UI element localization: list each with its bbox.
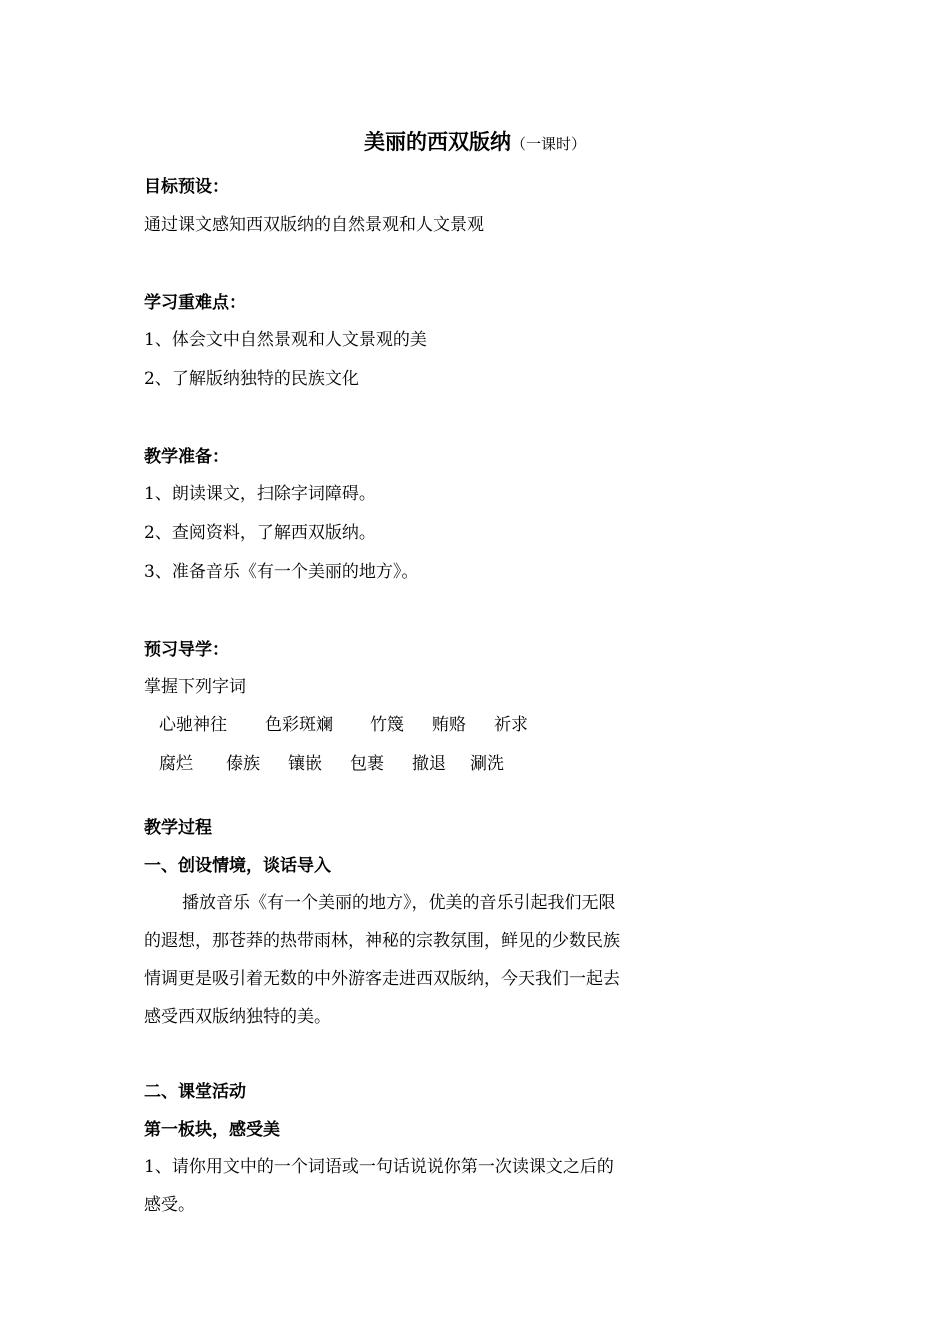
- key-point-item: 1、体会文中自然景观和人文景观的美: [144, 330, 427, 350]
- key-point-item: 2、了解版纳独特的民族文化: [144, 369, 359, 389]
- section1-heading: 一、创设情境，谈话导入: [144, 856, 331, 876]
- vocab-word: 腐烂: [159, 754, 193, 774]
- preparation-item: 2、查阅资料，了解西双版纳。: [144, 523, 376, 543]
- preparation-item: 3、准备音乐《有一个美丽的地方》。: [144, 562, 419, 582]
- vocab-word: 涮洗: [470, 754, 504, 774]
- section1-paragraph-line: 感受西双版纳独特的美。: [144, 1007, 331, 1027]
- vocab-word: 祈求: [494, 715, 528, 735]
- block1-paragraph-line: 感受。: [144, 1195, 195, 1215]
- vocab-word: 贿赂: [432, 715, 466, 735]
- vocab-word: 心驰神往: [159, 715, 227, 735]
- key-points-heading: 学习重难点：: [144, 293, 246, 313]
- vocab-word: 镶嵌: [288, 754, 322, 774]
- preview-intro: 掌握下列字词: [144, 677, 246, 697]
- vocab-word: 傣族: [226, 754, 260, 774]
- block1-paragraph-line: 1、请你用文中的一个词语或一句话说说你第一次读课文之后的: [144, 1157, 614, 1177]
- block1-heading: 第一板块，感受美: [144, 1120, 280, 1140]
- vocab-word: 包裹: [350, 754, 384, 774]
- preparation-heading: 教学准备：: [144, 447, 229, 467]
- goals-text: 通过课文感知西双版纳的自然景观和人文景观: [144, 215, 484, 235]
- document-title: [0, 126, 950, 156]
- vocab-word: 撤退: [412, 754, 446, 774]
- process-heading: 教学过程: [144, 818, 212, 838]
- title-main: 美丽的西双版纳: [363, 130, 511, 154]
- section1-paragraph-line: 播放音乐《有一个美丽的地方》，优美的音乐引起我们无限: [182, 893, 616, 913]
- section1-paragraph-line: 情调更是吸引着无数的中外游客走进西双版纳，今天我们一起去: [144, 969, 620, 989]
- preparation-item: 1、朗读课文，扫除字词障碍。: [144, 484, 376, 504]
- vocab-word: 色彩斑斓: [265, 715, 333, 735]
- goals-heading: 目标预设：: [144, 177, 229, 197]
- section1-paragraph-line: 的遐想，那苍莽的热带雨林，神秘的宗教氛围，鲜见的少数民族: [144, 931, 620, 951]
- preview-heading: 预习导学：: [144, 640, 229, 660]
- title-subtitle: （一课时）: [510, 135, 586, 153]
- vocab-word: 竹篾: [370, 715, 404, 735]
- section2-heading: 二、课堂活动: [144, 1082, 246, 1102]
